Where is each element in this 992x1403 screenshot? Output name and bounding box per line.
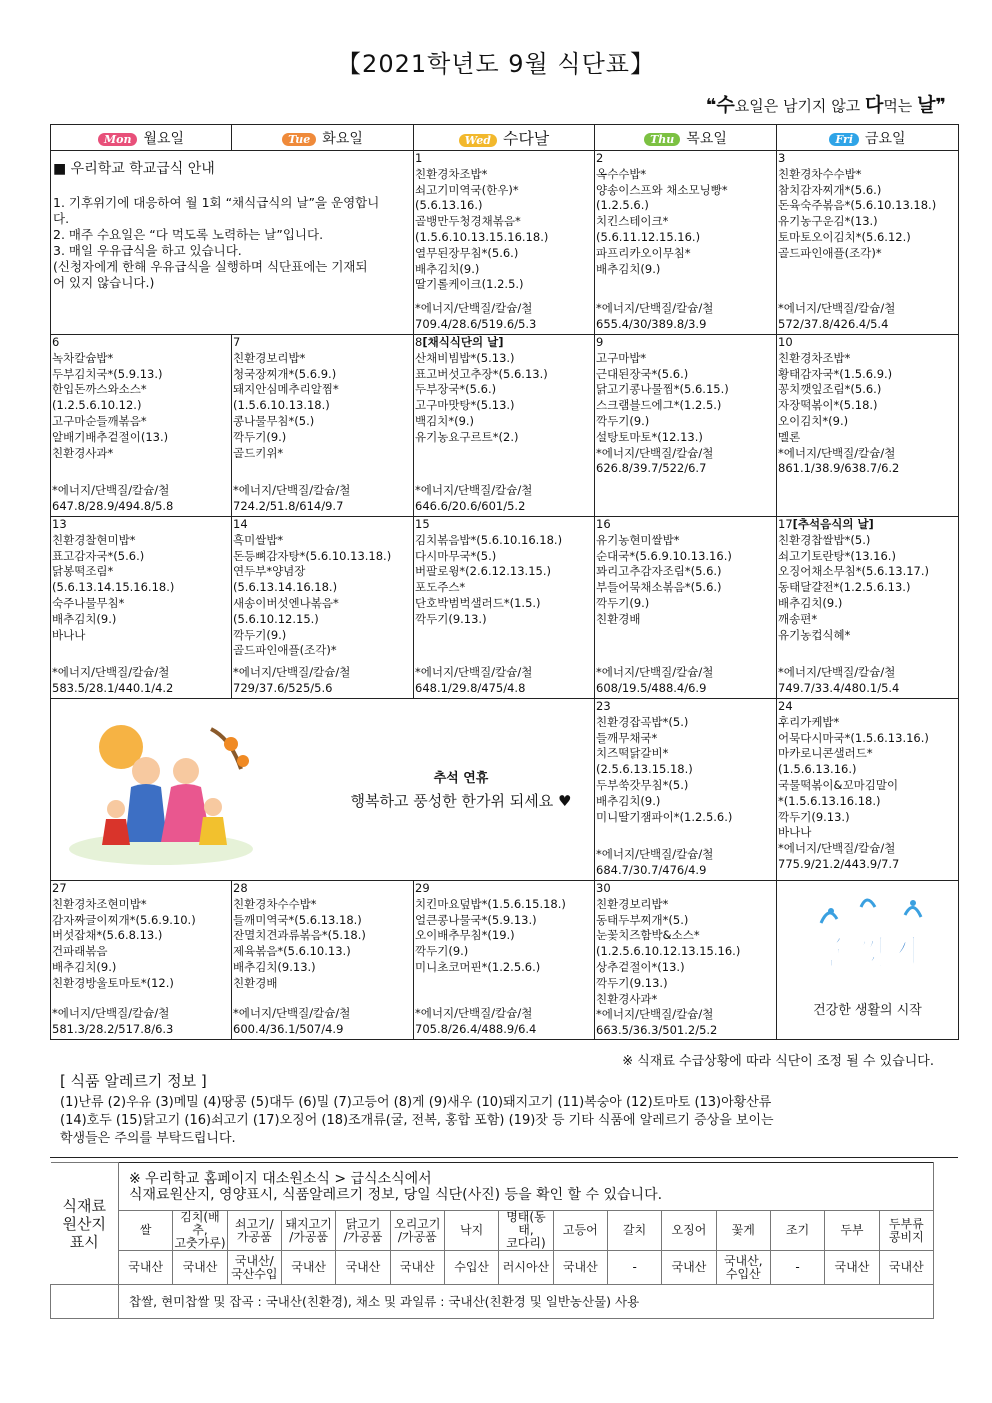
nutrition-info: *에너지/단백질/칼슘/철 583.5/28.1/440.1/4.2 <box>52 665 174 696</box>
menu-item: 626.8/39.7/522/6.7 <box>596 461 707 476</box>
menu-item: 친환경차조밥* <box>415 166 488 181</box>
week-row-5 <box>51 881 959 1040</box>
origin-country: 국내산 <box>173 1251 227 1285</box>
day-number: 14 <box>233 517 248 531</box>
menu-item: 친환경보리밥* <box>233 350 306 365</box>
wed-tag: Wed <box>459 134 497 147</box>
nutrition-info: *에너지/단백질/칼슘/철 648.1/29.8/475/4.8 <box>415 665 533 696</box>
family-illustration <box>61 709 261 869</box>
origin-table <box>50 1162 934 1319</box>
menu-item: 깍두기(9.) <box>596 595 650 610</box>
nutrition-info: *에너지/단백질/칼슘/철 608/19.5/488.4/6.9 <box>596 665 714 696</box>
menu-item: 한입돈까스와소스* <box>52 382 147 397</box>
menu-item: 친환경차수수밥* <box>778 166 862 181</box>
origin-country: 국내산 <box>662 1251 716 1285</box>
menu-item: 참치감자찌개*(5.6.) <box>778 182 882 197</box>
menu-item: 딸기롤케이크(1.2.5.) <box>415 277 524 292</box>
menu-item: 숙주나물무침* <box>52 595 125 610</box>
menu-item: 멜론 <box>778 429 801 444</box>
allergy-heading: [ 식품 알레르기 정보 ] <box>60 1072 207 1090</box>
menu-item: 친환경배 <box>233 975 278 990</box>
menu-item: 861.1/38.9/638.7/6.2 <box>778 461 900 476</box>
menu-item: 775.9/21.2/443.9/7.7 <box>778 856 900 871</box>
origin-country: 국내산 <box>553 1251 607 1285</box>
origin-food-name: 낙지 <box>444 1211 498 1251</box>
origin-food-name: 돼지고기 /가공품 <box>281 1211 335 1251</box>
menu-item: 순대국*(5.6.9.10.13.16.) <box>596 548 732 563</box>
origin-country: 국내산 <box>390 1251 444 1285</box>
origin-country: 국내산 <box>336 1251 390 1285</box>
header-tue: Tue 화요일 <box>232 125 414 151</box>
menu-item: (5.6.13.14.15.16.18.) <box>52 580 175 595</box>
menu-item: 치즈떡닭갈비* <box>596 746 669 761</box>
page-title: 【2021학년도 9월 식단표】 <box>337 50 655 78</box>
menu-item: 근대된장국*(5.6.) <box>596 366 689 381</box>
menu-item: 치킨스테이크* <box>596 214 669 229</box>
menu-item: 연두부*양념장 <box>233 564 306 579</box>
menu-item: 자장떡볶이*(5.18.) <box>778 398 878 413</box>
special-day-badge: [채식식단의 날] <box>422 335 504 349</box>
day-number: 1 <box>415 151 423 165</box>
menu-item: 치킨마요덮밥*(1.5.6.15.18.) <box>415 896 566 911</box>
menu-item: 깍두기(9.13.) <box>778 809 850 824</box>
menu-item: 골드파인애플(조각)* <box>233 643 337 658</box>
menu-item: 버섯잡채*(5.6.8.13.) <box>52 928 163 943</box>
menu-item: 친환경잡곡밥*(5.) <box>596 714 689 729</box>
menu-item: 고구마순들깨볶음* <box>52 413 147 428</box>
menu-item: (1.5.6.13.16.) <box>778 762 857 777</box>
origin-country: 국내산/ 국산수입 <box>227 1251 281 1285</box>
menu-item: 후리가케밥* <box>778 714 840 729</box>
menu-item: (1.5.6.10.13.18.) <box>233 398 330 413</box>
menu-item: 표고버섯고추장*(5.6.13.) <box>415 366 548 381</box>
origin-country: 국내산 <box>879 1251 933 1285</box>
day-cell <box>777 335 959 517</box>
menu-item: 포도주스* <box>415 580 466 595</box>
handwashing-caption: 건강한 생활의 시작 <box>813 1003 922 1018</box>
day-cell <box>51 881 232 1040</box>
day-cell <box>595 699 777 881</box>
menu-item: 마카로니콘샐러드* <box>778 746 873 761</box>
allergy-info <box>50 1068 958 1158</box>
menu-item: 골뱅만두청경채볶음* <box>415 214 521 229</box>
menu-item: 깍두기(9.) <box>596 413 650 428</box>
origin-header-row <box>51 1211 934 1251</box>
homepage-note: ※ 우리학교 홈페이지 대소원소식 > 급식소식에서 식재료원산지, 영양표시, 식품알레르기 정보, 당일 식단(사진) 등을 확인 할 수 있습니다. <box>119 1163 934 1211</box>
menu-item: 오징어채소무침*(5.6.13.17.) <box>778 564 930 579</box>
origin-food-name: 오리고기 /가공품 <box>390 1211 444 1251</box>
origin-food-name: 김치(배추, 고춧가루) <box>174 1210 226 1250</box>
menu-item: 파프리카오이무침* <box>596 245 691 260</box>
day-cell <box>595 335 777 517</box>
day-number: 16 <box>596 517 611 531</box>
menu-table <box>50 124 959 1040</box>
origin-food-name: 쌀 <box>119 1211 173 1251</box>
origin-food-name: 명태(동태, 코다리) <box>499 1211 553 1251</box>
menu-item: (2.5.6.13.15.18.) <box>596 762 693 777</box>
menu-item: 부들어묵채소볶음*(5.6.) <box>596 580 722 595</box>
allergy-line: (1)난류 (2)우유 (3)메밀 (4)땅콩 (5)대두 (6)밀 (7)고등어 (8)게 (9)새우 (10)돼지고기 (11)복숭아 (12)토마토 (13)아황산류 <box>60 1095 772 1110</box>
info-heading: ■ 우리학교 학교급식 안내 <box>53 161 215 177</box>
header-fri: Fri 금요일 <box>777 125 959 151</box>
day-number: 10 <box>778 335 793 349</box>
origin-value-row <box>51 1251 934 1285</box>
menu-item: 미니초코머핀*(1.2.5.6.) <box>415 959 541 974</box>
origin-country: 국내산 <box>825 1251 879 1285</box>
origin-country: 러시아산 <box>499 1251 553 1285</box>
menu-item: 얼큰콩나물국*(5.9.13.) <box>415 912 537 927</box>
menu-item: (1.2.5.6.10.12.13.15.16.) <box>596 944 741 959</box>
menu-item: (5.6.13.16.) <box>415 198 483 213</box>
school-info: ■ 우리학교 학교급식 안내 1. 기후위기에 대응하여 월 1회 “채식급식의 날”을 운영합니 다. 2. 매주 수요일은 “다 먹도록 노력하는 날”입니다. 3. 매일 우유급식을 하고 있습니다. (신청자에게 한해 우유급식을 실행하며 식단표에는 기재되 어 있지 않습니다.) <box>51 151 414 335</box>
menu-item: 깍두기(9.13.) <box>596 975 668 990</box>
day-number: 2 <box>596 151 604 165</box>
menu-item: 배추김치(9.) <box>52 959 117 974</box>
holiday-title: 추석 연휴 <box>433 771 489 786</box>
origin-food-name: 두부 <box>825 1211 879 1251</box>
menu-item: 다시마무국*(5.) <box>415 548 497 563</box>
menu-item: (1.5.6.10.13.15.16.18.) <box>415 229 549 244</box>
nutrition-info: *에너지/단백질/칼슘/철 729/37.6/525/5.6 <box>233 665 351 696</box>
thu-tag: Thu <box>644 133 680 146</box>
menu-item: 깍두기(9.) <box>233 429 287 444</box>
day-number: 29 <box>415 881 430 895</box>
origin-country: 국내산 <box>119 1251 173 1285</box>
origin-food-name: 갈치 <box>607 1211 661 1251</box>
menu-item: 들깨미역국*(5.6.13.18.) <box>233 912 362 927</box>
menu-item: (5.6.10.12.15.) <box>233 611 319 626</box>
menu-item: 깨송편* <box>778 611 818 626</box>
menu-item: 상추겉절이*(13.) <box>596 959 685 974</box>
menu-item: 친환경보리밥* <box>596 896 669 911</box>
nutrition-info: *에너지/단백질/칼슘/철 600.4/36.1/507/4.9 <box>233 1006 351 1037</box>
origin-food-name: 닭고기 /가공품 <box>336 1211 390 1251</box>
logo-text: 손씻기 <box>821 934 921 974</box>
chuseok-holiday <box>51 699 595 881</box>
menu-item: 돈육숙주볶음*(5.6.10.13.18.) <box>778 198 937 213</box>
menu-item: 친환경찰현미밥* <box>52 532 136 547</box>
menu-item: 닭봉떡조림* <box>52 564 114 579</box>
nutrition-info: *에너지/단백질/칼슘/철 684.7/30.7/476/4.9 <box>596 847 714 878</box>
menu-item: *에너지/단백질/칼슘/철 <box>778 841 896 856</box>
origin-country: 수입산 <box>444 1251 498 1285</box>
week-row-1 <box>51 151 959 335</box>
menu-item: 돈등뼈감자탕*(5.6.10.13.18.) <box>233 548 392 563</box>
menu-item: 흑미쌀밥* <box>233 532 284 547</box>
menu-item: *(1.5.6.13.16.18.) <box>778 793 881 808</box>
mon-tag: Mon <box>98 133 138 146</box>
day-number: 17 <box>778 517 793 531</box>
day-number: 7 <box>233 335 241 349</box>
menu-item: 스크램블드에그*(1.2.5.) <box>596 398 722 413</box>
day-cell <box>232 517 414 699</box>
day-cell <box>777 699 959 881</box>
fri-tag: Fri <box>829 133 859 146</box>
menu-item: 버팔로윙*(2.6.12.13.15.) <box>415 564 551 579</box>
nutrition-info: *에너지/단백질/칼슘/철 581.3/28.2/517.8/6.3 <box>52 1006 174 1037</box>
day-number: 23 <box>596 699 611 713</box>
menu-item: 알배기배추겉절이(13.) <box>52 429 169 444</box>
menu-item: 단호박범벅샐러드*(1.5.) <box>415 595 541 610</box>
header-wed: Wed 수다날 <box>414 125 595 151</box>
tue-tag: Tue <box>282 133 316 146</box>
menu-item: 산채비빔밥*(5.13.) <box>415 350 515 365</box>
menu-item: 배추김치(9.) <box>596 261 661 276</box>
nutrition-info: *에너지/단백질/칼슘/철 572/37.8/426.4/5.4 <box>778 301 896 332</box>
menu-item: 골드키위* <box>233 445 284 460</box>
day-number: 27 <box>52 881 67 895</box>
menu-item: 배추김치(9.) <box>52 611 117 626</box>
day-number: 6 <box>52 335 60 349</box>
menu-item: 제육볶음*(5.6.10.13.) <box>233 944 351 959</box>
menu-item: 친환경방울토마토*(12.) <box>52 975 174 990</box>
origin-country: - <box>770 1251 824 1285</box>
day-cell <box>51 517 232 699</box>
menu-item: 어묵다시마국*(1.5.6.13.16.) <box>778 730 929 745</box>
origin-food-name: 꽃게 <box>716 1211 770 1251</box>
menu-item: 유기농현미쌀밥* <box>596 532 680 547</box>
menu-item: 친환경차조현미밥* <box>52 896 147 911</box>
menu-item: 백김치*(9.) <box>415 413 475 428</box>
week-row-3 <box>51 517 959 699</box>
menu-item: 바나나 <box>52 627 86 642</box>
menu-item: 유기농구운김*(13.) <box>778 214 878 229</box>
menu-item: 들깨무채국* <box>596 730 658 745</box>
allergy-line: (14)호두 (15)닭고기 (16)쇠고기 (17)오징어 (18)조개류(굴, 전복, 홍합 포함) (19)잣 등 기타 식품에 알레르기 증상을 보이는 <box>60 1113 774 1128</box>
nutrition-info: *에너지/단백질/칼슘/철 705.8/26.4/488.9/6.4 <box>415 1006 537 1037</box>
menu-item: 잔멸치견과류볶음*(5.18.) <box>233 928 366 943</box>
day-cell <box>595 881 777 1040</box>
menu-item: 김치볶음밥*(5.6.10.16.18.) <box>415 532 563 547</box>
menu-change-notice: ※ 식재료 수급상황에 따라 식단이 조정 될 수 있습니다. <box>622 1054 934 1069</box>
day-cell <box>595 151 777 335</box>
menu-item: 눈꽃치즈함박&소스* <box>596 928 700 943</box>
menu-item: 깍두기(9.13.) <box>415 611 487 626</box>
allergy-line: 학생들은 주의를 부탁드립니다. <box>60 1131 236 1146</box>
header-thu: Thu 목요일 <box>595 125 777 151</box>
day-cell <box>414 151 595 335</box>
nutrition-info: *에너지/단백질/칼슘/철 646.6/20.6/601/5.2 <box>415 483 533 514</box>
menu-item: (1.2.5.6.) <box>596 198 649 213</box>
week-row-4 <box>51 699 959 881</box>
menu-item: 닭고기콩나물찜*(5.6.15.) <box>596 382 729 397</box>
nutrition-info: *에너지/단백질/칼슘/철 647.8/28.9/494.8/5.8 <box>52 483 174 514</box>
menu-item: 친환경차수수밥* <box>233 896 317 911</box>
day-cell <box>232 335 414 517</box>
day-number: 15 <box>415 517 430 531</box>
menu-item: 옥수수밥* <box>596 166 647 181</box>
day-number: 13 <box>52 517 67 531</box>
menu-item: 바나나 <box>778 825 812 840</box>
slogan: ❝수요일은 남기지 않고 다먹는 날❞ <box>705 94 946 116</box>
menu-item: (1.2.5.6.10.12.) <box>52 398 142 413</box>
menu-item: 오이김치*(9.) <box>778 413 849 428</box>
menu-item: 고구마밥* <box>596 350 647 365</box>
menu-item: 친환경사과* <box>52 445 114 460</box>
day-number: 30 <box>596 881 611 895</box>
menu-item: *에너지/단백질/칼슘/철 <box>778 445 896 460</box>
origin-country: 국내산 <box>281 1251 335 1285</box>
origin-country: - <box>607 1251 661 1285</box>
nutrition-info: *에너지/단백질/칼슘/철 655.4/30/389.8/3.9 <box>596 301 714 332</box>
menu-item: 배추김치(9.13.) <box>233 959 316 974</box>
day-number: 3 <box>778 151 786 165</box>
origin-label: 식재료 원산지 표시 <box>51 1163 119 1285</box>
menu-item: 감자짜글이찌개*(5.6.9.10.) <box>52 912 196 927</box>
holiday-greeting: 행복하고 풍성한 한가위 되세요 ♥ <box>350 792 572 810</box>
origin-footer: 찹쌀, 현미찹쌀 및 잡곡 : 국내산(친환경), 채소 및 과일류 : 국내산(친환경 및 일반농산물) 사용 <box>119 1285 934 1319</box>
menu-item: 깍두기(9.) <box>233 627 287 642</box>
menu-item: 돼지안심메추리알찜* <box>233 382 339 397</box>
menu-item: 깍두기(9.) <box>415 944 469 959</box>
special-day-badge: [추석음식의 날] <box>792 517 874 531</box>
menu-item: 콩나물무침*(5.) <box>233 413 315 428</box>
menu-item: 두부장국*(5.6.) <box>415 382 497 397</box>
menu-item: 청국장찌개*(5.6.9.) <box>233 366 337 381</box>
menu-item: 꽁치깻잎조림*(5.6.) <box>778 382 882 397</box>
nutrition-info: *에너지/단백질/칼슘/철 709.4/28.6/519.6/5.3 <box>415 301 537 332</box>
menu-item: (5.6.13.14.16.18.) <box>233 580 338 595</box>
handwashing-panel <box>777 881 959 1040</box>
origin-food-name: 쇠고기/ 가공품 <box>227 1211 281 1251</box>
origin-food-name: 조기 <box>770 1211 824 1251</box>
menu-item: 황태감자국*(1.5.6.9.) <box>778 366 893 381</box>
day-number: 8 <box>415 335 423 349</box>
menu-item: 설탕토마토*(12.13.) <box>596 429 703 444</box>
day-cell <box>414 881 595 1040</box>
menu-item: 표고감자국*(5.6.) <box>52 548 145 563</box>
menu-item: 쇠고기미역국(한우)* <box>415 182 519 197</box>
nutrition-info: *에너지/단백질/칼슘/철 749.7/33.4/480.1/5.4 <box>778 665 900 696</box>
handwashing-logo <box>801 893 941 988</box>
menu-item: 고구마맛탕*(5.13.) <box>415 398 515 413</box>
day-number: 28 <box>233 881 248 895</box>
day-cell <box>595 517 777 699</box>
day-cell <box>777 517 959 699</box>
menu-item: *에너지/단백질/칼슘/철 <box>596 445 714 460</box>
menu-item: 쇠고기토란탕*(13.16.) <box>778 548 896 563</box>
menu-item: 건파래볶음 <box>52 944 108 959</box>
menu-item: 미니딸기잼파이*(1.2.5.6.) <box>596 809 733 824</box>
menu-item: 유기농컵식혜* <box>778 627 851 642</box>
menu-item: 친환경차조밥* <box>778 350 851 365</box>
origin-food-name: 오징어 <box>662 1211 716 1251</box>
week-row-2 <box>51 335 959 517</box>
day-cell <box>777 151 959 335</box>
menu-item: 친환경배 <box>596 611 641 626</box>
menu-item: 토마토오이김치*(5.6.12.) <box>778 229 911 244</box>
menu-item: 꽈리고추감자조림*(5.6.) <box>596 564 722 579</box>
menu-item: 동태두부찌개*(5.) <box>596 912 689 927</box>
holiday-message <box>301 767 621 811</box>
menu-item: 녹차칼슘밥* <box>52 350 114 365</box>
menu-item: 두부쑥갓무침*(5.) <box>596 777 689 792</box>
day-number: 9 <box>596 335 604 349</box>
menu-item: 양송이스프와 채소모닝빵* <box>596 182 728 197</box>
weekday-header-row <box>51 125 959 151</box>
menu-item: 친환경찹쌀밥*(5.) <box>778 532 871 547</box>
day-cell <box>51 335 232 517</box>
origin-country: 국내산, 수입산 <box>716 1251 770 1285</box>
day-cell <box>414 335 595 517</box>
menu-item: 두부김치국*(5.9.13.) <box>52 366 163 381</box>
nutrition-info: *에너지/단백질/칼슘/철 724.2/51.8/614/9.7 <box>233 483 351 514</box>
menu-item: 새송이버섯엔나볶음* <box>233 595 339 610</box>
header-mon: Mon 월요일 <box>51 125 232 151</box>
day-cell <box>414 517 595 699</box>
menu-item: 오이배추무침*(19.) <box>415 928 515 943</box>
menu-item: 동태달걀전*(1.2.5.6.13.) <box>778 580 911 595</box>
menu-item: 배추김치(9.) <box>415 261 480 276</box>
origin-food-name: 두부류 콩비지 <box>879 1211 933 1251</box>
menu-item: 친환경사과* <box>596 991 658 1006</box>
menu-item: (5.6.11.12.15.16.) <box>596 229 701 244</box>
menu-item: 열무된장무침*(5.6.) <box>415 245 519 260</box>
menu-item: 663.5/36.3/501.2/5.2 <box>596 1023 718 1038</box>
menu-item: 골드파인애플(조각)* <box>778 245 882 260</box>
day-number: 24 <box>778 699 793 713</box>
menu-item: 유기농요구르트*(2.) <box>415 429 519 444</box>
menu-item: 국물떡볶이&꼬마김말이 <box>778 777 899 792</box>
origin-food-name: 고등어 <box>553 1211 607 1251</box>
day-cell <box>232 881 414 1040</box>
menu-item: 배추김치(9.) <box>596 793 661 808</box>
menu-item: 배추김치(9.) <box>778 595 843 610</box>
menu-item: *에너지/단백질/칼슘/철 <box>596 1007 714 1022</box>
